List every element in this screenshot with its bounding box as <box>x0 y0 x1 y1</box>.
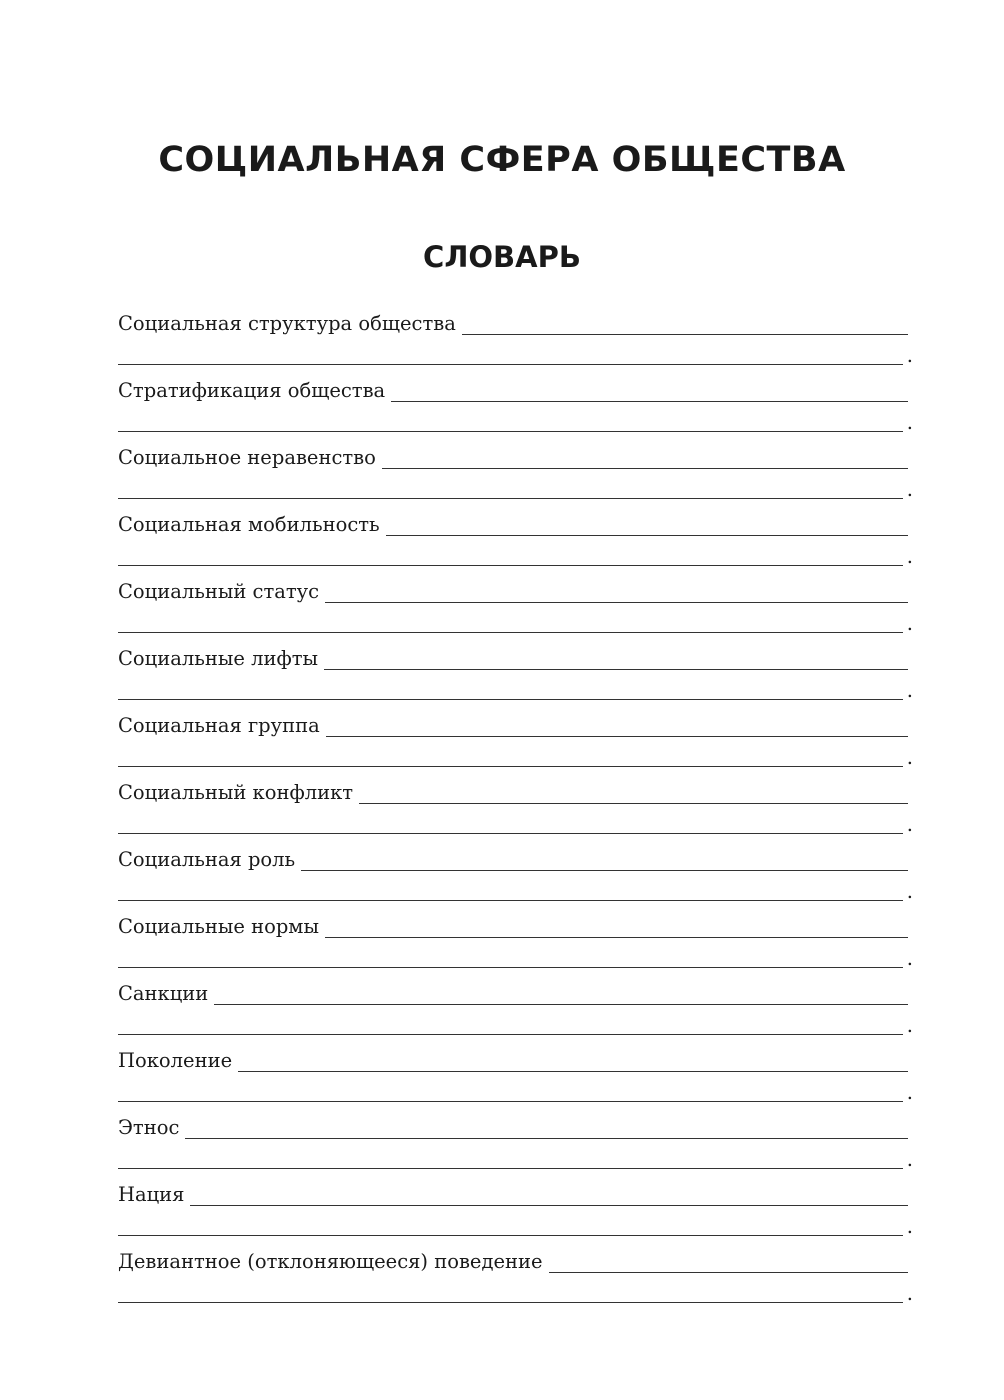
term-label: Социальная структура общества <box>118 312 456 335</box>
term-label: Стратификация общества <box>118 379 386 402</box>
answer-line <box>324 645 908 670</box>
answer-line <box>118 1144 903 1169</box>
glossary-entry <box>118 908 918 975</box>
period: . <box>906 343 913 367</box>
answer-line <box>190 1181 908 1206</box>
term-row <box>118 1109 908 1139</box>
term-row <box>118 1243 908 1273</box>
answer-line <box>118 1278 903 1303</box>
glossary-entry <box>118 372 918 439</box>
term-label: Социальный статус <box>118 580 320 603</box>
term-row <box>118 1176 908 1206</box>
period: . <box>906 1281 913 1305</box>
term-label: Социальный конфликт <box>118 781 354 804</box>
answer-line <box>118 340 903 365</box>
term-row <box>118 506 908 536</box>
glossary-entry <box>118 1176 918 1243</box>
answer-line <box>118 1010 903 1035</box>
answer-line <box>118 1077 903 1102</box>
term-label: Девиантное (отклоняющееся) поведение <box>118 1250 543 1273</box>
continuation-row <box>118 603 913 633</box>
period: . <box>906 946 913 970</box>
continuation-row <box>118 670 913 700</box>
term-label: Социальное неравенство <box>118 446 376 469</box>
continuation-row <box>118 1206 913 1236</box>
period: . <box>906 1080 913 1104</box>
term-row <box>118 975 908 1005</box>
term-label: Социальная группа <box>118 714 320 737</box>
continuation-row <box>118 871 913 901</box>
glossary-entry <box>118 975 918 1042</box>
answer-line <box>118 943 903 968</box>
answer-line <box>238 1047 908 1072</box>
glossary-entry <box>118 506 918 573</box>
continuation-row <box>118 402 913 432</box>
answer-line <box>118 407 903 432</box>
term-label: Социальная роль <box>118 848 296 871</box>
period: . <box>906 477 913 501</box>
answer-line <box>386 511 908 536</box>
continuation-row <box>118 536 913 566</box>
answer-line <box>118 474 903 499</box>
answer-line <box>214 980 908 1005</box>
period: . <box>906 410 913 434</box>
term-label: Социальная мобильность <box>118 513 380 536</box>
term-row <box>118 774 908 804</box>
answer-line <box>301 846 908 871</box>
glossary-entry <box>118 841 918 908</box>
term-row <box>118 1042 908 1072</box>
period: . <box>906 812 913 836</box>
period: . <box>906 544 913 568</box>
continuation-row <box>118 1072 913 1102</box>
term-row <box>118 439 908 469</box>
glossary-entry <box>118 439 918 506</box>
continuation-row <box>118 1005 913 1035</box>
answer-line <box>118 608 903 633</box>
term-label: Социальные нормы <box>118 915 319 938</box>
answer-line <box>325 913 908 938</box>
answer-line <box>185 1114 908 1139</box>
glossary-list <box>118 305 918 1310</box>
answer-line <box>391 377 908 402</box>
section-title: СЛОВАРЬ <box>423 240 581 274</box>
term-row <box>118 573 908 603</box>
period: . <box>906 1147 913 1171</box>
term-row <box>118 640 908 670</box>
continuation-row <box>118 804 913 834</box>
answer-line <box>118 675 903 700</box>
term-row <box>118 372 908 402</box>
term-row <box>118 841 908 871</box>
answer-line <box>549 1248 908 1273</box>
glossary-entry <box>118 573 918 640</box>
period: . <box>906 879 913 903</box>
term-label: Этнос <box>118 1116 180 1139</box>
continuation-row <box>118 737 913 767</box>
glossary-entry <box>118 305 918 372</box>
term-row <box>118 908 908 938</box>
answer-line <box>462 310 908 335</box>
period: . <box>906 745 913 769</box>
term-label: Социальные лифты <box>118 647 319 670</box>
continuation-row <box>118 1139 913 1169</box>
continuation-row <box>118 335 913 365</box>
period: . <box>906 1214 913 1238</box>
answer-line <box>118 541 903 566</box>
answer-line <box>118 809 903 834</box>
glossary-entry <box>118 774 918 841</box>
period: . <box>906 611 913 635</box>
continuation-row <box>118 938 913 968</box>
answer-line <box>118 742 903 767</box>
glossary-entry <box>118 1042 918 1109</box>
answer-line <box>382 444 908 469</box>
term-label: Поколение <box>118 1049 233 1072</box>
continuation-row <box>118 469 913 499</box>
period: . <box>906 678 913 702</box>
continuation-row <box>118 1273 913 1303</box>
glossary-entry <box>118 1109 918 1176</box>
term-label: Санкции <box>118 982 209 1005</box>
period: . <box>906 1013 913 1037</box>
answer-line <box>118 1211 903 1236</box>
glossary-entry <box>118 1243 918 1310</box>
term-row <box>118 305 908 335</box>
glossary-entry <box>118 640 918 707</box>
term-row <box>118 707 908 737</box>
answer-line <box>359 779 908 804</box>
term-label: Нация <box>118 1183 185 1206</box>
answer-line <box>326 712 908 737</box>
answer-line <box>325 578 908 603</box>
glossary-entry <box>118 707 918 774</box>
answer-line <box>118 876 903 901</box>
page-title: СОЦИАЛЬНАЯ СФЕРА ОБЩЕСТВА <box>158 140 846 180</box>
